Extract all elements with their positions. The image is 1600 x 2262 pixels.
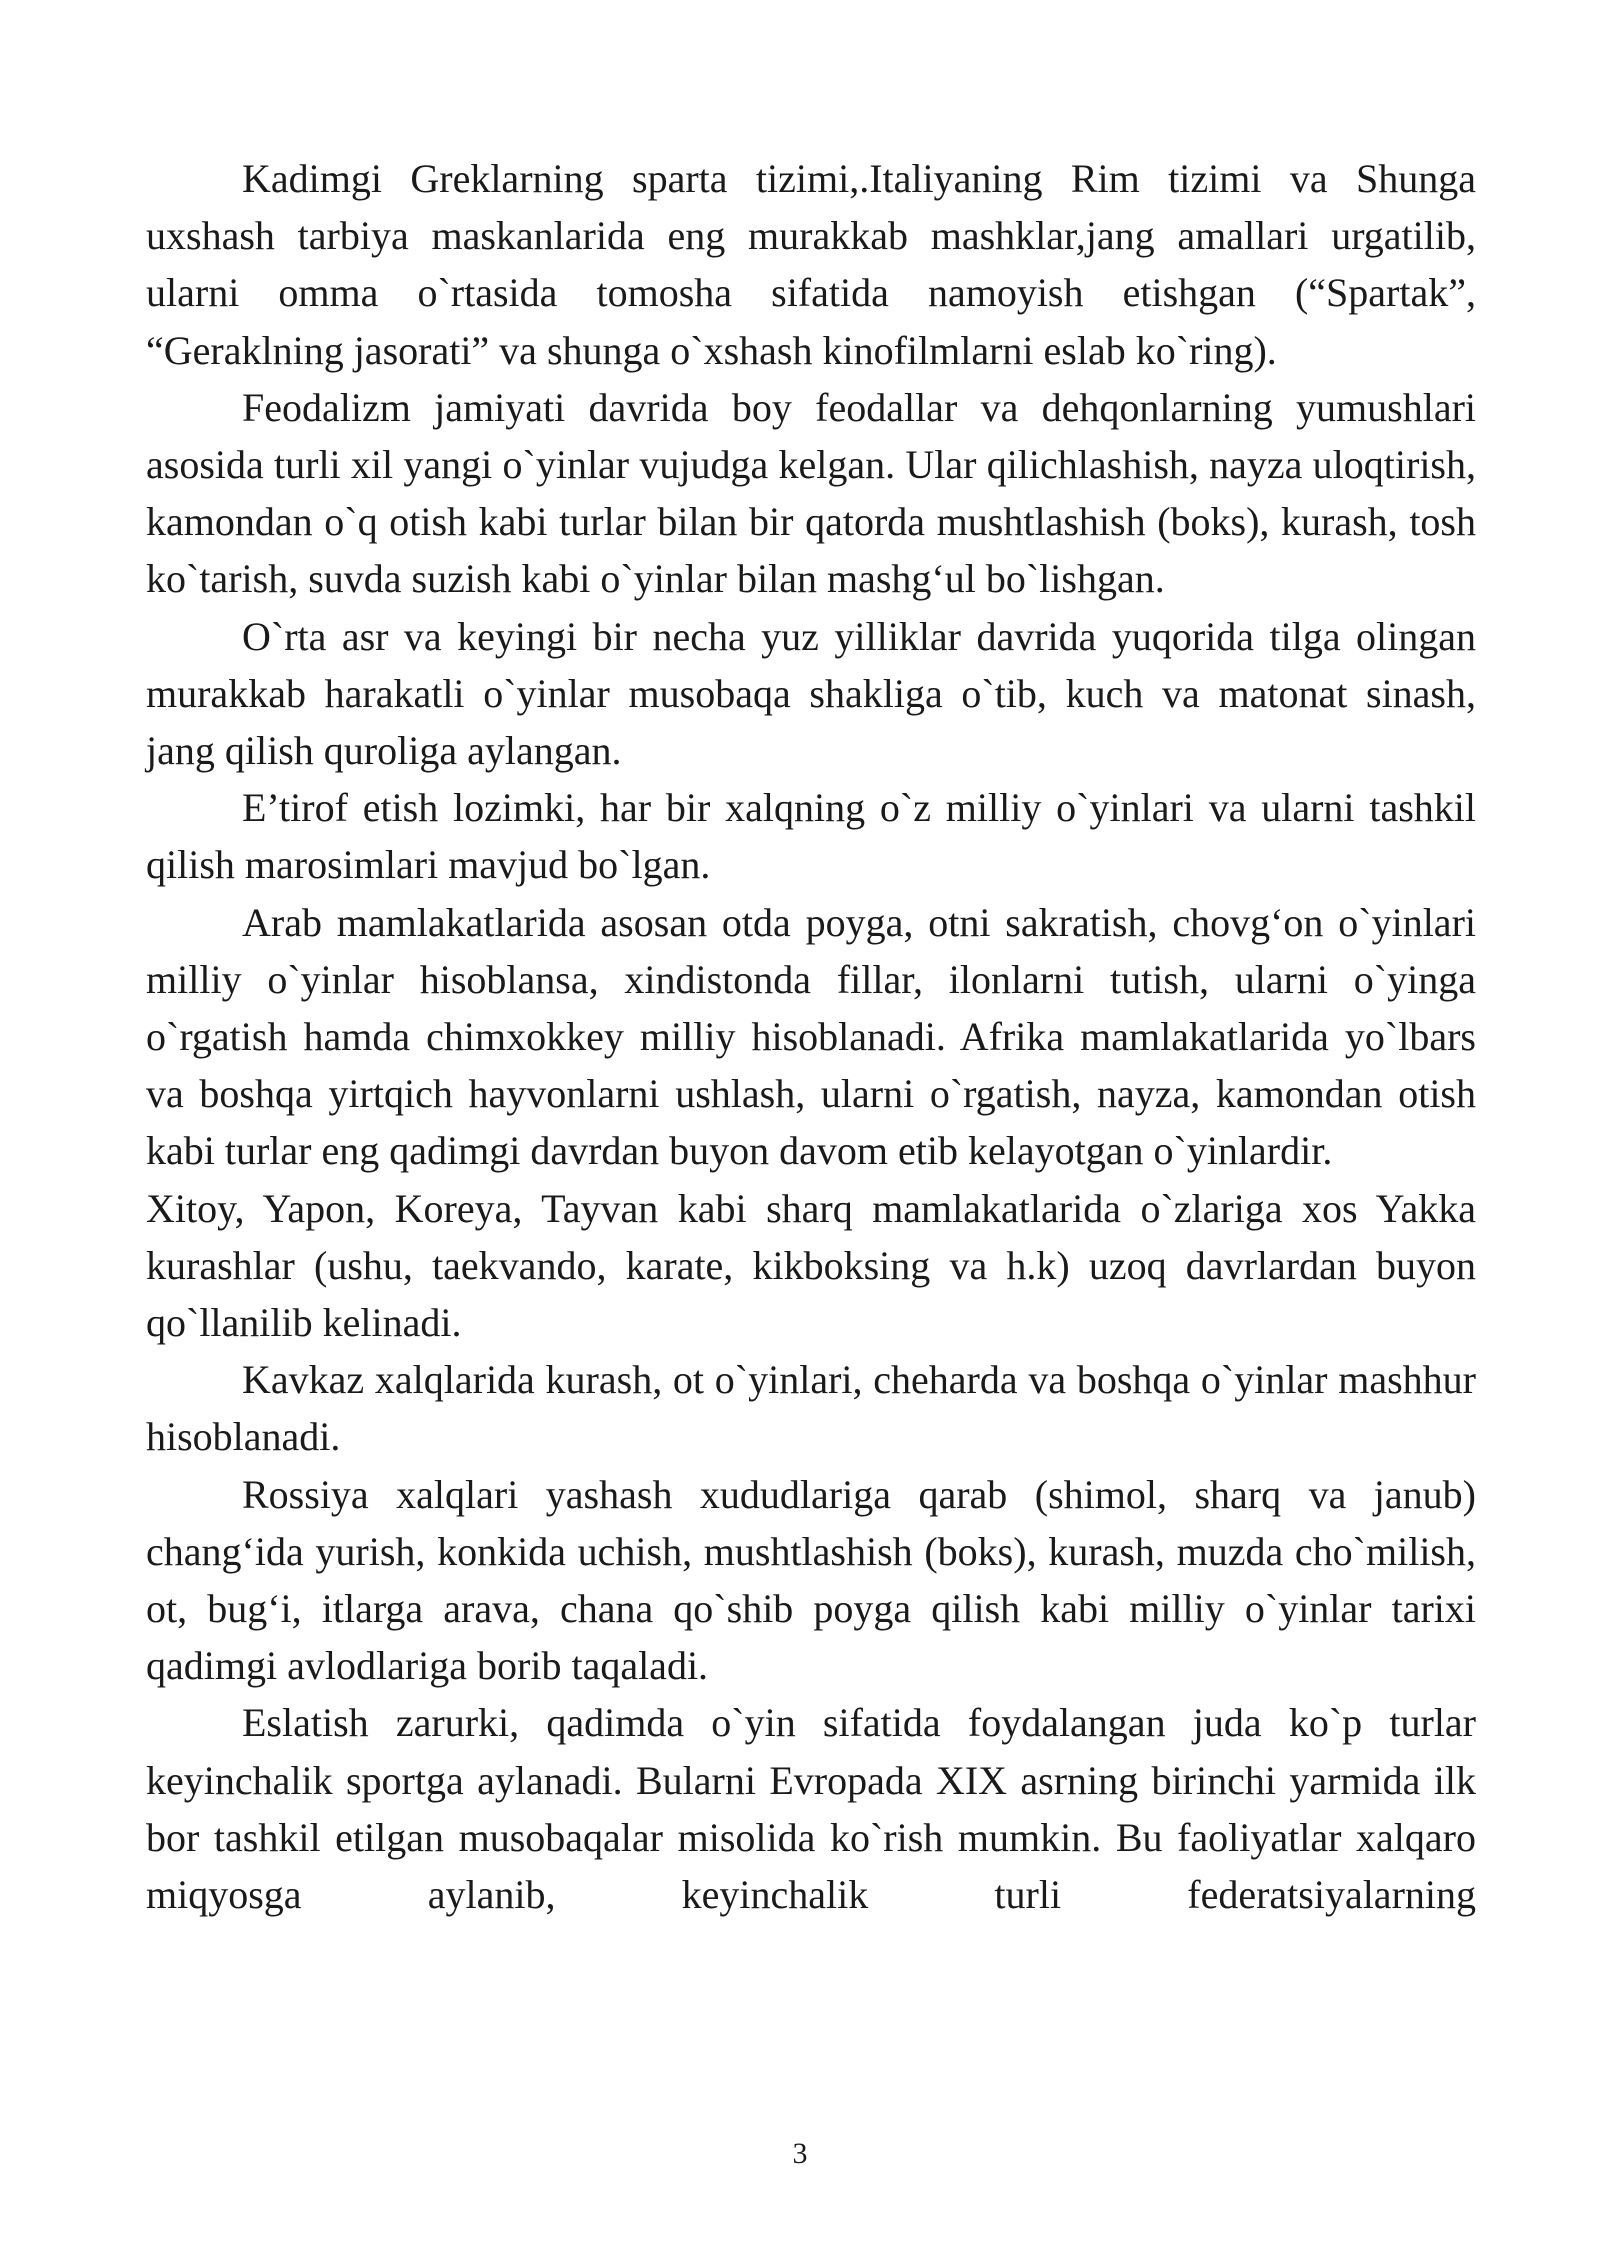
paragraph-greek-rome: Kadimgi Greklarning sparta tizimi,.Italiyaning Rim tizimi va Shunga uxshash tarbiya maskanlarida eng murakkab mashklar,jang amallari urgatilib, ularni omma o`rtasida tomosha sifatida namoyish etishgan (“Spartak”, “Geraklning jasorati” va shunga o`xshash kinofilmlarni eslab ko`ring). [146,156,1476,373]
paragraph-arab-africa: Arab mamlakatlarida asosan otda poyga, otni sakratish, chovg‘on o`yinlari milliy o`yinlar hisoblansa, xindistonda fillar, ilonlarni tutish, ularni o`yinga o`rgatish hamda chimxokkey milliy hisoblanadi. Afrika mamlakatlarida yo`lbars va boshqa yirtqich hayvonlarni ushlash, ularni o`rgatish, nayza, kamondan otish kabi turlar eng qadimgi davrdan buyon davom etib kelayotgan o`yinlardir. [146,899,1476,1174]
paragraph-feudalism: Feodalizm jamiyati davrida boy feodallar va dehqonlarning yumushlari asosida turli xil yangi o`yinlar vujudga kelgan. Ular qilichlashish, nayza uloqtirish, kamondan o`q otish kabi turlar bilan bir qatorda mushtlashish (boks), kurash, tosh ko`tarish, suvda suzish kabi o`yinlar bilan mashg‘ul bo`lishgan. [146,384,1476,602]
paragraph-national-games: E’tirof etish lozimki, har bir xalqning o`z milliy o`yinlari va ularni tashkil qilish marosimlari mavjud bo`lgan. [146,785,1476,888]
paragraph-sport-transition: Eslatish zarurki, qadimda o`yin sifatida foydalangan juda ko`p turlar keyinchalik sportga aylanadi. Bularni Evropada XIX asrning birinchi yarmida ilk bor tashkil etilgan musobaqalar misolida ko`rish mumkin. Bu faoliyatlar xalqaro miqyosga aylanib, keyinchalik turli federatsiyalarning [146,1700,1476,1918]
paragraph-caucasus: Kavkaz xalqlarida kurash, ot o`yinlari, cheharda va boshqa o`yinlar mashhur hisoblanadi. [146,1357,1476,1460]
paragraph-russia: Rossiya xalqlari yashash xududlariga qarab (shimol, sharq va janub) chang‘ida yurish, konkida uchish, mushtlashish (boks), kurash, muzda cho`milish, ot, bug‘i, itlarga arava, chana qo`shib poyga qilish kabi milliy o`yinlar tarixi qadimgi avlodlariga borib taqaladi. [146,1471,1476,1689]
page-body [146,150,1476,1923]
paragraph-east-asia: Xitoy, Yapon, Koreya, Tayvan kabi sharq mamlakatlarida o`zlariga xos Yakka kurashlar (ushu, taekvando, karate, kikboksing va h.k) uzoq davrlardan buyon qo`llanilib kelinadi. [146,1185,1476,1346]
page-number: 3 [792,2137,808,2170]
paragraph-middle-ages: O`rta asr va keyingi bir necha yuz yilliklar davrida yuqorida tilga olingan murakkab harakatli o`yinlar musobaqa shakliga o`tib, kuch va matonat sinash, jang qilish quroliga aylangan. [146,613,1476,774]
